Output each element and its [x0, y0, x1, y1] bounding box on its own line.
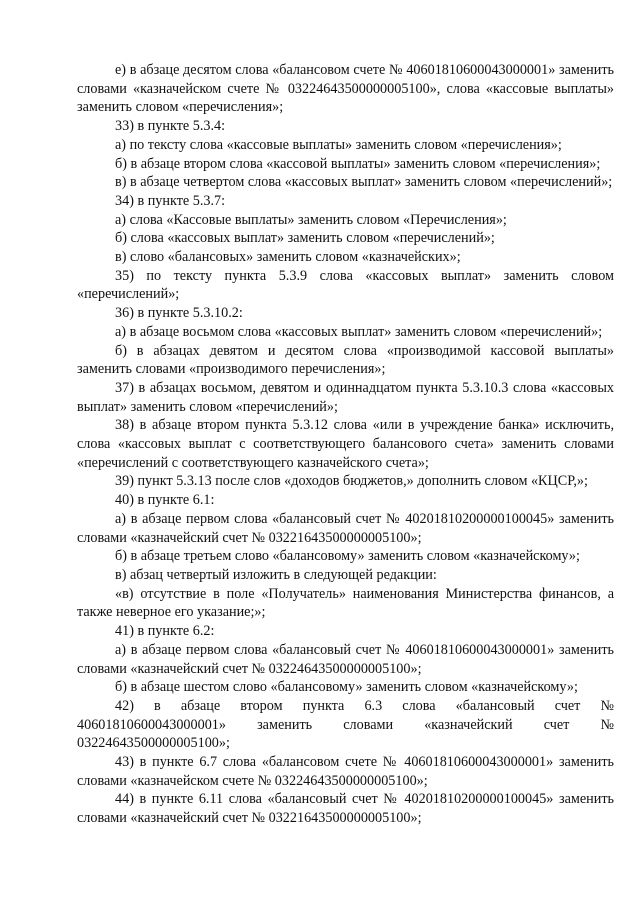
paragraph: 37) в абзацах восьмом, девятом и одиннадцатом пункта 5.3.10.3 слова «кассовых выплат» заменить словом «перечислений»; [77, 379, 614, 415]
paragraph: в) слово «балансовых» заменить словом «казначейских»; [115, 249, 461, 266]
paragraph: 35) по тексту пункта 5.3.9 слова «кассовых выплат» заменить словом «перечислений»; [77, 267, 614, 303]
paragraph: 40) в пункте 6.1: [115, 492, 215, 509]
paragraph: в) в абзаце четвертом слова «кассовых выплат» заменить словом «перечислений»; [115, 174, 613, 191]
paragraph: а) в абзаце первом слова «балансовый счет № 40601810600043000001» заменить словами «казначейский счет № 03224643500000005100»; [77, 641, 614, 677]
paragraph: 38) в абзаце втором пункта 5.3.12 слова «или в учреждение банка» исключить, слова «кассовых выплат с соответствующего балансового счета» заменить словами «перечислений с соответствующего казначейского счета»; [77, 417, 614, 471]
paragraph: б) слова «кассовых выплат» заменить словом «перечислений»; [115, 230, 495, 247]
paragraph: б) в абзаце втором слова «кассовой выплаты» заменить словом «перечисления»; [115, 155, 601, 172]
paragraph: 41) в пункте 6.2: [115, 623, 215, 640]
paragraph: б) в абзацах девятом и десятом слова «производимой кассовой выплаты» заменить словами «производимого перечисления»; [77, 342, 614, 378]
paragraph: 42) в абзаце втором пункта 6.3 слова «балансовый счет № 40601810600043000001» заменить словами «казначейский счет № 03224643500000005100»; [77, 697, 614, 752]
paragraph: в) абзац четвертый изложить в следующей редакции: [115, 566, 437, 583]
paragraph: 36) в пункте 5.3.10.2: [115, 305, 243, 322]
paragraph: «в) отсутствие в поле «Получатель» наименования Министерства финансов, а также неверное его указание;»; [77, 585, 614, 621]
paragraph: 34) в пункте 5.3.7: [115, 192, 226, 209]
paragraph: 43) в пункте 6.7 слова «балансовом счете № 40601810600043000001» заменить словами «казначейском счете № 03224643500000005100»; [77, 754, 614, 789]
paragraph: б) в абзаце третьем слово «балансовому» заменить словом «казначейскому»; [115, 548, 580, 565]
paragraph: а) слова «Кассовые выплаты» заменить словом «Перечисления»; [115, 211, 507, 228]
paragraph: а) по тексту слова «кассовые выплаты» заменить словом «перечисления»; [115, 136, 562, 153]
paragraph: а) в абзаце восьмом слова «кассовых выплат» заменить словом «перечислений»; [115, 323, 603, 340]
paragraph: а) в абзаце первом слова «балансовый счет № 40201810200000100045» заменить словами «казначейский счет № 03221643500000005100»; [77, 510, 614, 546]
paragraph: 39) пункт 5.3.13 после слов «доходов бюджетов,» дополнить словом «КЦСР,»; [115, 473, 588, 490]
paragraph: б) в абзаце шестом слово «балансовому» заменить словом «казначейскому»; [115, 679, 578, 696]
document-page [77, 61, 614, 828]
paragraph: 44) в пункте 6.11 слова «балансовый счет № 40201810200000100045» заменить словами «казначейский счет № 03221643500000005100»; [77, 791, 614, 827]
paragraph: 33) в пункте 5.3.4: [115, 118, 226, 135]
paragraph: е) в абзаце десятом слова «балансовом счете № 40601810600043000001» заменить словами «казначейском счете № 03224643500000005100», слова «кассовые выплаты» заменить словом «перечисления»; [77, 62, 614, 116]
